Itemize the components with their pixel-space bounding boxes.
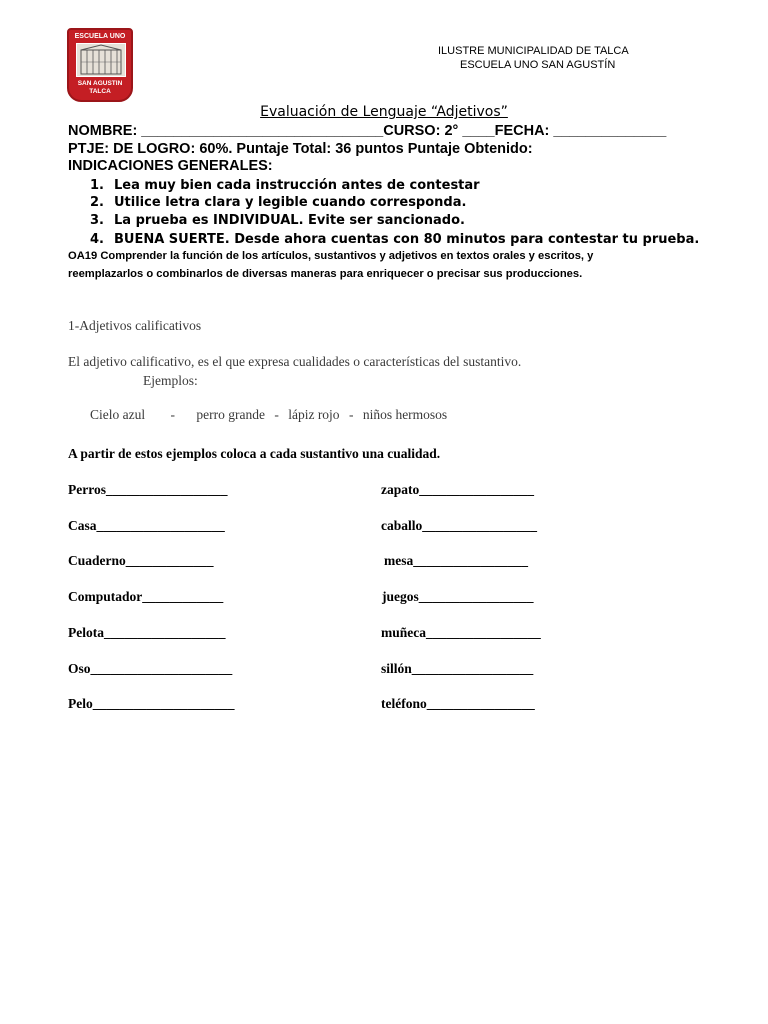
- page-title: Evaluación de Lenguaje “Adjetivos”: [260, 104, 508, 120]
- indication-number: 4.: [90, 232, 104, 247]
- indication-number: 3.: [90, 213, 104, 228]
- section-definition: El adjetivo calificativo, es el que expresa cualidades o características del sustantivo.: [68, 354, 522, 369]
- exercise-instruction: A partir de estos ejemplos coloca a cada sustantivo una cualidad.: [68, 446, 441, 461]
- example-separator: -: [170, 407, 175, 422]
- learning-objective: [68, 247, 668, 283]
- exercise-blank-left[interactable]: Perros__________________: [68, 482, 228, 497]
- exercise-blank-left[interactable]: Pelo_____________________: [68, 696, 235, 711]
- exercise-blank-right[interactable]: mesa_________________: [384, 553, 528, 568]
- examples-row: [90, 407, 447, 423]
- objective-line-1: OA19 Comprender la función de los artículos, sustantivos y adjetivos en textos orales y escritos, y: [68, 250, 594, 262]
- example-phrase: lápiz rojo: [288, 407, 340, 422]
- example-separator: -: [348, 407, 354, 422]
- info-score: PTJE: DE LOGRO: 60%. Puntaje Total: 36 puntos Puntaje Obtenido:: [68, 141, 533, 157]
- exercise-blank-right[interactable]: zapato_________________: [381, 482, 534, 497]
- example-phrase: niños hermosos: [362, 407, 448, 422]
- school-crest: [67, 28, 133, 102]
- indication-item: [90, 177, 480, 194]
- exercise-blank-left[interactable]: Casa___________________: [68, 518, 225, 533]
- indication-text: BUENA SUERTE. Desde ahora cuentas con 80 minutos para contestar tu prueba.: [114, 232, 700, 247]
- indication-item: [90, 212, 465, 229]
- examples-label: Ejemplos:: [143, 373, 198, 388]
- school-name: ESCUELA UNO SAN AGUSTÍN: [460, 59, 616, 71]
- example-phrase: Cielo azul: [90, 407, 146, 422]
- info-name-course-date: NOMBRE: ______________________________CURSO: 2° ____FECHA: ______________: [68, 123, 667, 139]
- exercise-blank-right[interactable]: juegos_________________: [382, 589, 534, 604]
- indication-number: 1.: [90, 178, 104, 193]
- info-indications-heading: INDICACIONES GENERALES:: [68, 158, 273, 174]
- example-phrase: perro grande: [196, 407, 265, 422]
- exercise-blank-right[interactable]: muñeca_________________: [381, 625, 541, 640]
- exercise-blank-left[interactable]: Cuaderno_____________: [68, 553, 214, 568]
- school-building-icon: [77, 44, 125, 76]
- municipality-name: ILUSTRE MUNICIPALIDAD DE TALCA: [438, 45, 629, 57]
- crest-bottom-line1: SAN AGUSTIN: [77, 80, 123, 87]
- crest-image: [76, 43, 126, 77]
- indication-text: Utilice letra clara y legible cuando corresponda.: [114, 195, 467, 210]
- crest-bottom-line2: TALCA: [89, 87, 111, 95]
- exercise-blank-left[interactable]: Pelota__________________: [68, 625, 226, 640]
- section-heading: 1-Adjetivos calificativos: [68, 318, 202, 333]
- indication-text: La prueba es INDIVIDUAL. Evite ser sancionado.: [114, 213, 465, 228]
- indication-item: [90, 231, 699, 248]
- crest-top-text: ESCUELA UNO: [74, 33, 126, 40]
- indication-text: Lea muy bien cada instrucción antes de contestar: [114, 178, 480, 193]
- indication-item: [90, 194, 466, 211]
- exercise-blank-right[interactable]: sillón__________________: [381, 661, 534, 676]
- exercise-blank-right[interactable]: caballo_________________: [381, 518, 538, 533]
- exercise-blank-left[interactable]: Oso_____________________: [68, 661, 233, 676]
- objective-line-2: reemplazarlos o combinarlos de diversas maneras para enriquecer o precisar sus producciones.: [68, 268, 583, 280]
- example-separator: -: [274, 407, 279, 422]
- exercise-blank-right[interactable]: teléfono________________: [381, 696, 535, 711]
- exercise-blank-left[interactable]: Computador____________: [68, 589, 224, 604]
- crest-bottom-text: [69, 80, 131, 95]
- indication-number: 2.: [90, 195, 104, 210]
